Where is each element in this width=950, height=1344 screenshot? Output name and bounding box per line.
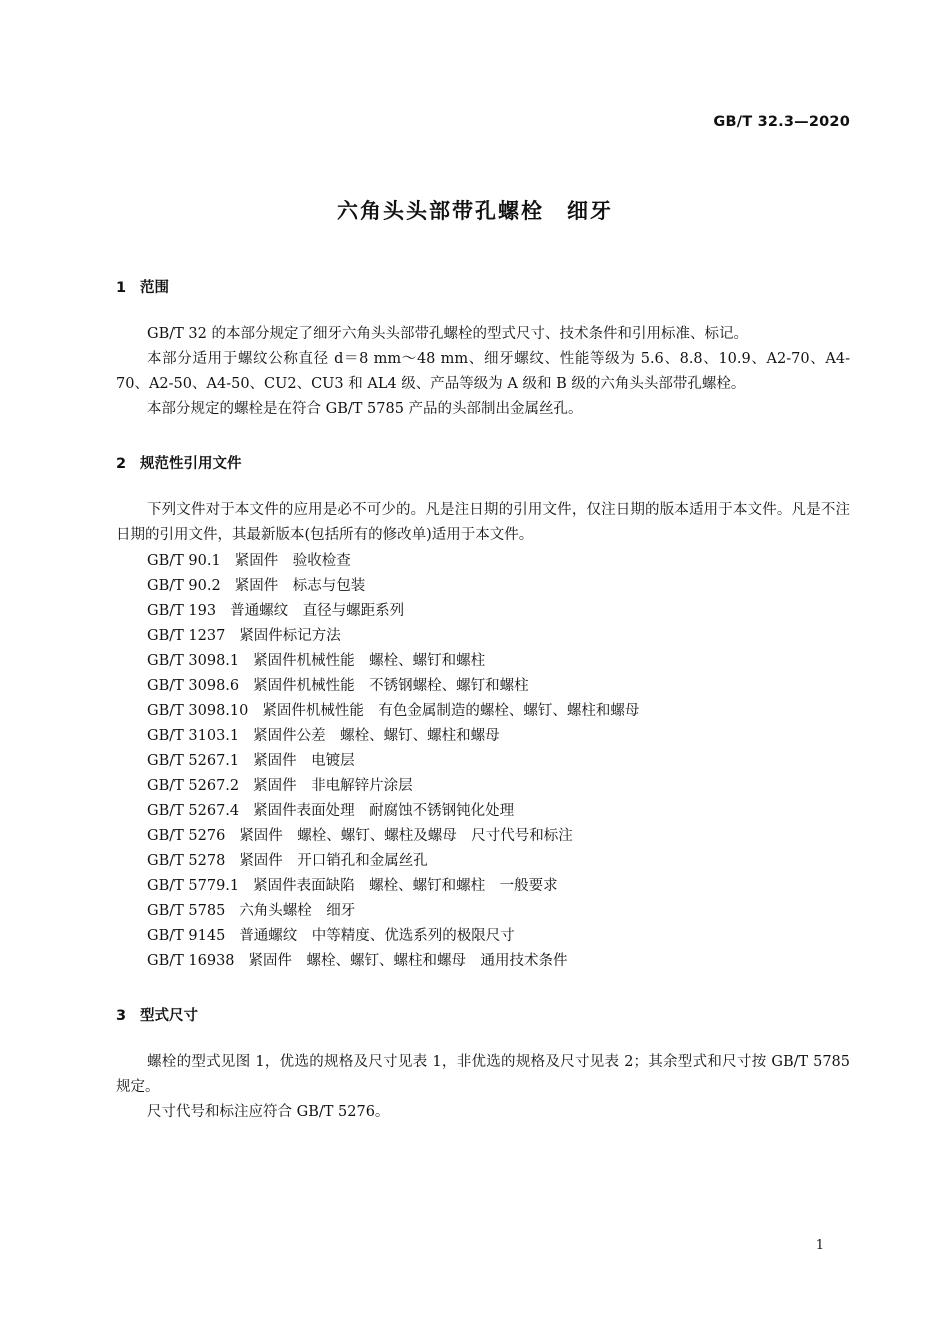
reference-title: 普通螺纹 直径与螺距系列 [230, 603, 405, 619]
reference-item [147, 824, 639, 849]
reference-title: 紧固件 螺栓、螺钉、螺柱及螺母 尺寸代号和标注 [239, 828, 573, 844]
section-number: 3 [116, 1008, 127, 1024]
reference-item [147, 924, 639, 949]
section-title: 规范性引用文件 [140, 456, 242, 472]
reference-item [147, 699, 639, 724]
reference-title: 紧固件公差 螺栓、螺钉、螺柱和螺母 [253, 728, 500, 744]
reference-title: 紧固件 标志与包装 [234, 578, 366, 594]
reference-code: GB/T 3098.6 [147, 678, 240, 694]
reference-code: GB/T 5267.2 [147, 778, 240, 794]
reference-item [147, 599, 639, 624]
reference-title: 紧固件标记方法 [239, 628, 341, 644]
reference-code: GB/T 193 [147, 603, 217, 619]
reference-code: GB/T 5267.4 [147, 803, 240, 819]
reference-title: 紧固件机械性能 不锈钢螺栓、螺钉和螺柱 [253, 678, 529, 694]
paragraph: 下列文件对于本文件的应用是必不可少的。凡是注日期的引用文件，仅注日期的版本适用于本文件。凡是不注日期的引用文件，其最新版本(包括所有的修改单)适用于本文件。 [116, 502, 850, 543]
section-body-scope [116, 322, 850, 422]
section-heading-type-dimensions [116, 1004, 198, 1025]
reference-title: 紧固件机械性能 有色金属制造的螺栓、螺钉、螺柱和螺母 [262, 703, 640, 719]
paragraph: 螺栓的型式见图 1，优选的规格及尺寸见表 1，非优选的规格及尺寸见表 2；其余型式和尺寸按 GB/T 5785规定。 [116, 1054, 850, 1095]
reference-item [147, 749, 639, 774]
reference-title: 紧固件表面处理 耐腐蚀不锈钢钝化处理 [253, 803, 515, 819]
reference-code: GB/T 90.2 [147, 578, 221, 594]
section-title: 范围 [140, 280, 169, 296]
section-number: 2 [116, 456, 127, 472]
reference-code: GB/T 3098.1 [147, 653, 240, 669]
reference-code: GB/T 5276 [147, 828, 226, 844]
section-heading-normative-references [116, 452, 242, 473]
paragraph: 本部分规定的螺栓是在符合 GB/T 5785 产品的头部制出金属丝孔。 [147, 401, 583, 417]
reference-code: GB/T 16938 [147, 953, 235, 969]
reference-title: 六角头螺栓 细牙 [239, 903, 356, 919]
reference-code: GB/T 3103.1 [147, 728, 240, 744]
reference-item [147, 949, 639, 974]
reference-title: 紧固件 开口销孔和金属丝孔 [239, 853, 428, 869]
reference-code: GB/T 3098.10 [147, 703, 249, 719]
reference-item [147, 649, 639, 674]
standard-code: GB/T 32.3—2020 [713, 114, 850, 130]
reference-code: GB/T 5267.1 [147, 753, 240, 769]
reference-item [147, 774, 639, 799]
document-title: 六角头头部带孔螺栓 细牙 [337, 199, 613, 223]
reference-item [147, 899, 639, 924]
reference-code: GB/T 5278 [147, 853, 226, 869]
reference-code: GB/T 5779.1 [147, 878, 240, 894]
reference-title: 紧固件 非电解锌片涂层 [253, 778, 413, 794]
reference-title: 紧固件机械性能 螺栓、螺钉和螺柱 [253, 653, 486, 669]
reference-title: 紧固件 螺栓、螺钉、螺柱和螺母 通用技术条件 [248, 953, 568, 969]
reference-item [147, 674, 639, 699]
section-heading-scope [116, 276, 169, 297]
reference-code: GB/T 90.1 [147, 553, 221, 569]
reference-item [147, 724, 639, 749]
reference-title: 紧固件表面缺陷 螺栓、螺钉和螺柱 一般要求 [253, 878, 558, 894]
page-number: 1 [815, 1238, 824, 1253]
reference-item [147, 849, 639, 874]
reference-list [147, 549, 639, 974]
paragraph: 本部分适用于螺纹公称直径 d＝8 mm～48 mm、细牙螺纹、性能等级为 5.6、8.8、10.9、A2-70、A4-70、A2-50、A4-50、CU2、CU3 和 AL4 级、产品等级为 A 级和 B 级的六角头头部带孔螺栓。 [116, 351, 850, 392]
paragraph: 尺寸代号和标注应符合 GB/T 5276。 [147, 1104, 390, 1120]
reference-title: 紧固件 电镀层 [253, 753, 355, 769]
reference-code: GB/T 1237 [147, 628, 226, 644]
reference-item [147, 874, 639, 899]
reference-item [147, 799, 639, 824]
section-title: 型式尺寸 [140, 1008, 198, 1024]
reference-item [147, 624, 639, 649]
section-number: 1 [116, 280, 127, 296]
reference-title: 紧固件 验收检查 [234, 553, 351, 569]
reference-code: GB/T 9145 [147, 928, 226, 944]
paragraph: GB/T 32 的本部分规定了细牙六角头头部带孔螺栓的型式尺寸、技术条件和引用标准、标记。 [147, 326, 748, 342]
section-body-type-dimensions [116, 1050, 850, 1125]
section-body-normative-references [116, 498, 850, 548]
reference-title: 普通螺纹 中等精度、优选系列的极限尺寸 [239, 928, 515, 944]
reference-item [147, 574, 639, 599]
reference-code: GB/T 5785 [147, 903, 226, 919]
reference-item [147, 549, 639, 574]
